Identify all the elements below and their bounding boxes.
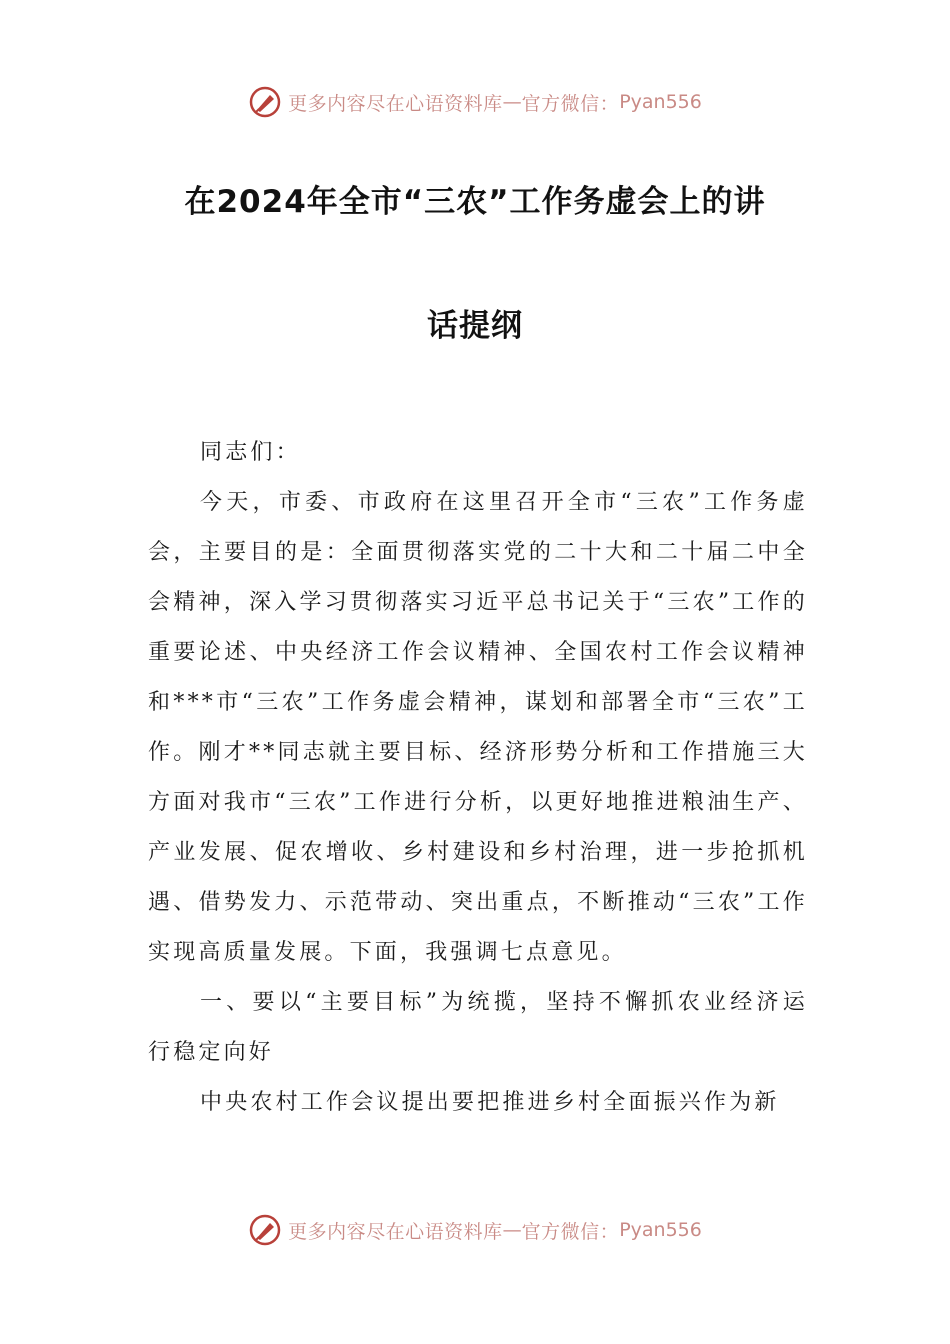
document-body <box>148 428 808 1128</box>
watermark-dash: — <box>502 91 522 113</box>
watermark-banner-bottom <box>0 1210 950 1250</box>
paragraph-2: 中央农村工作会议提出要把推进乡村全面振兴作为新 <box>200 1090 780 1115</box>
watermark-banner-top <box>0 82 950 122</box>
pen-nib-icon <box>248 1213 282 1247</box>
paragraph-intro: 今天，市委、市政府在这里召开全市“三农”工作务虚会，主要目的是：全面贯彻落实党的二十大和二十届二中全会精神，深入学习贯彻落实习近平总书记关于“三农”工作的重要论述、中央经济工作会议精神、全国农村工作会议精神和***市“三农”工作务虚会精神，谋划和部署全市“三农”工作。刚才**同志就主要目标、经济形势分析和工作措施三大方面对我市“三农”工作进行分析，以更好地推进粮油生产、产业发展、促农增收、乡村建设和乡村治理，进一步抢抓机遇、借势发力、示范带动、突出重点，不断推动“三农”工作实现高质量发展。下面，我强调七点意见。 <box>148 490 808 965</box>
watermark-site-text: 更多内容尽在心语资料库 <box>288 92 503 115</box>
section-heading-1: 一、要以“主要目标”为统揽，坚持不懈抓农业经济运行稳定向好 <box>148 990 808 1065</box>
watermark-dash: — <box>502 1219 522 1241</box>
watermark-wechat-label: 官方微信： <box>521 1220 620 1243</box>
document-title-line2: 话提纲 <box>427 308 523 344</box>
salutation: 同志们： <box>200 440 301 465</box>
watermark-wechat-id: Pyan556 <box>619 1219 702 1241</box>
watermark-wechat-id: Pyan556 <box>619 91 702 113</box>
pen-nib-icon <box>248 85 282 119</box>
watermark-site-text: 更多内容尽在心语资料库 <box>288 1220 503 1243</box>
document-title-line1: 在2024年全市“三农”工作务虚会上的讲 <box>184 184 766 220</box>
watermark-wechat-label: 官方微信： <box>521 92 620 115</box>
